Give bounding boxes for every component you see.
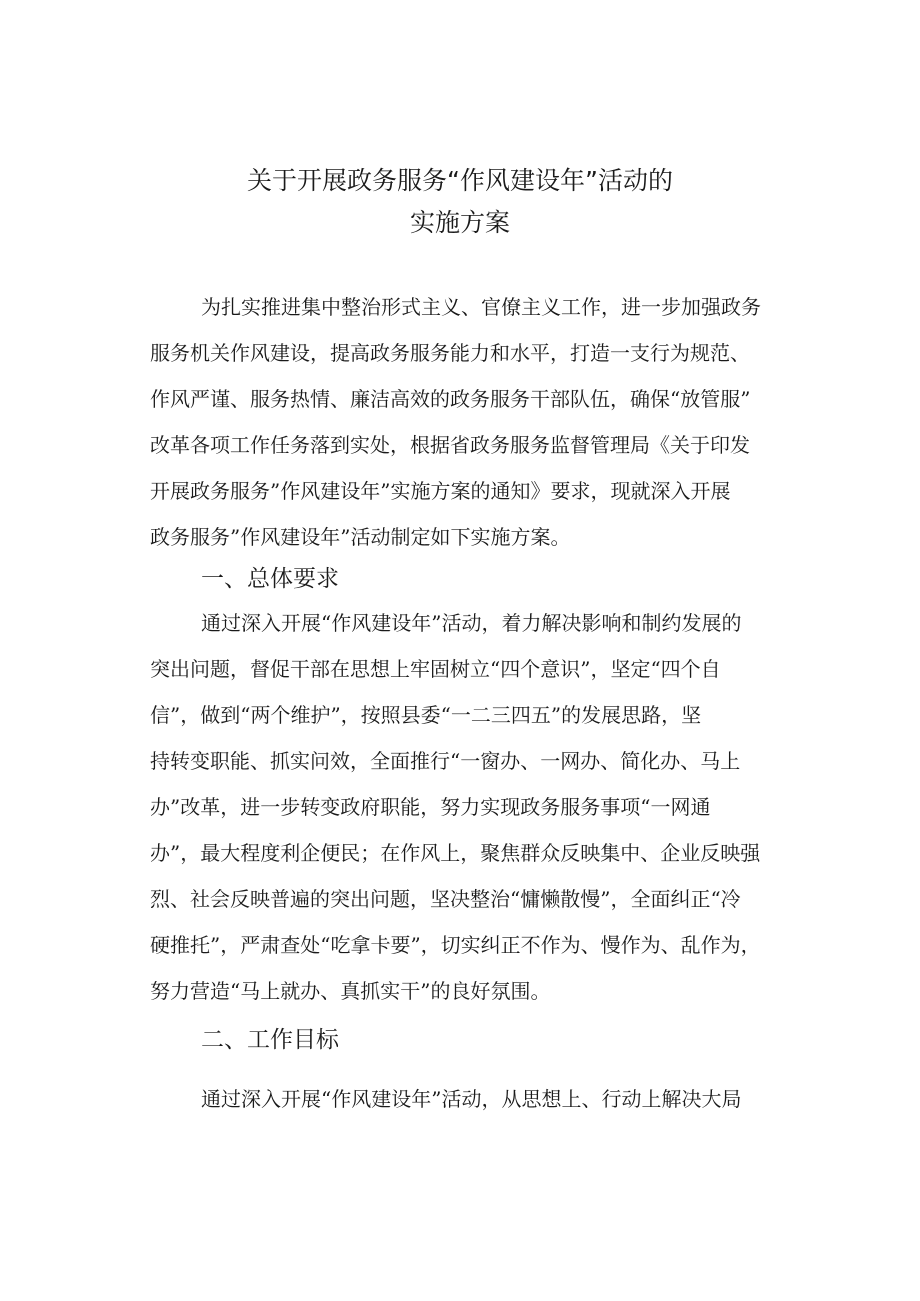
document-title-line-1: 关于开展政务服务“作风建设年”活动的: [247, 166, 673, 195]
section-1-line: 持转变职能、抓实问效，全面推行“一窗办、一网办、简化办、马上: [150, 749, 741, 773]
intro-line: 作风严谨、服务热情、廉洁高效的政务服务干部队伍，确保“放管服”: [150, 387, 751, 411]
section-1-line: 办”，最大程度利企便民；在作风上，聚焦群众反映集中、企业反映强: [150, 841, 761, 865]
document-title-line-2: 实施方案: [409, 208, 510, 237]
intro-line: 开展政务服务”作风建设年”实施方案的通知》要求，现就深入开展: [150, 479, 731, 503]
intro-line: 为扎实推进集中整治形式主义、官僚主义工作，进一步加强政务: [201, 295, 761, 319]
intro-line: 改革各项工作任务落到实处，根据省政务服务监督管理局《关于印发: [150, 433, 750, 457]
section-1-line: 硬推托”，严肃查处“吃拿卡要”，切实纠正不作为、慢作为、乱作为，: [150, 933, 761, 957]
section-1-line: 通过深入开展“作风建设年”活动，着力解决影响和制约发展的: [201, 611, 742, 635]
intro-line: 服务机关作风建设，提高政务服务能力和水平，打造一支行为规范、: [150, 341, 750, 365]
section-1-line: 突出问题，督促干部在思想上牢固树立“四个意识”，坚定“四个自: [150, 657, 721, 681]
section-1-heading: 一、总体要求: [201, 566, 339, 592]
section-1-line: 办”改革，进一步转变政府职能，努力实现政务服务事项“一网通: [150, 795, 711, 819]
section-2-line: 通过深入开展“作风建设年”活动，从思想上、行动上解决大局: [201, 1087, 742, 1111]
intro-line: 政务服务”作风建设年”活动制定如下实施方案。: [150, 525, 571, 549]
section-1-line: 烈、社会反映普遍的突出问题，坚决整治“慵懒散慢”，全面纠正“冷: [150, 887, 741, 911]
section-1-line: 信”，做到“两个维护”，按照县委“一二三四五”的发展思路，坚: [150, 703, 702, 727]
section-2-heading: 二、工作目标: [201, 1027, 339, 1053]
section-1-line: 努力营造“马上就办、真抓实干”的良好氛围。: [150, 979, 551, 1003]
